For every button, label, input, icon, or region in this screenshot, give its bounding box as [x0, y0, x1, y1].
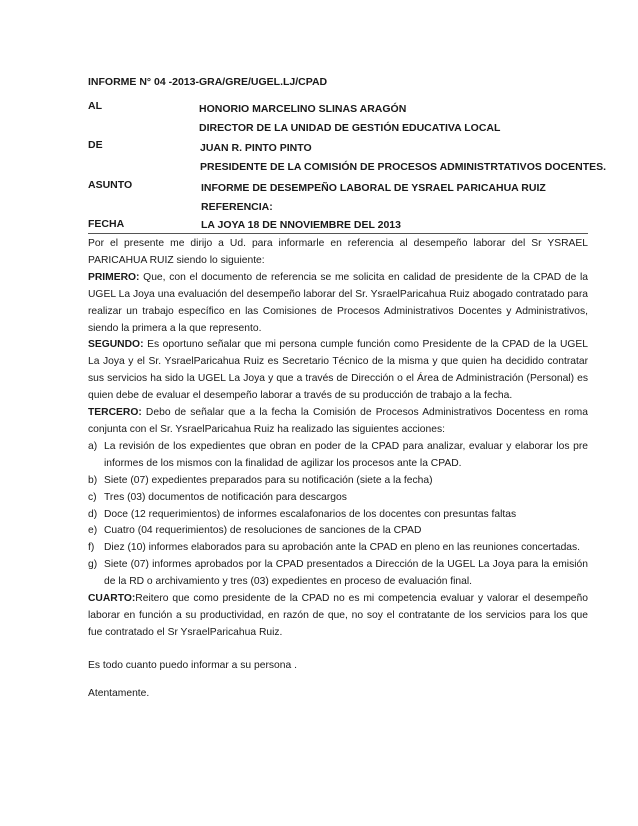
list-marker: e): [88, 525, 98, 537]
primero-text: Que, con el documento de referencia se me solicita en calidad de presidente de la CPAD de la UGEL La Joya una evaluación del desempeño laborar del Sr. YsraelParicahua Ruiz abogado contratado para realizar un trabajo específico en las Comisiones de Procesos Administrativos Docentes y Administrativos, siendo la primera a la que represento.: [88, 271, 588, 334]
list-item-text: Tres (03) documentos de notificación para descargos: [104, 491, 347, 503]
tercero-text: Debo de señalar que a la fecha la Comisión de Procesos Administrativos Docentess en roma conjunta con el Sr. YsraelParicahua Ruiz ha realizado las siguientes acciones:: [88, 407, 588, 435]
list-marker: g): [88, 559, 98, 571]
actions-list: [88, 439, 588, 591]
de-name: JUAN R. PINTO PINTO: [200, 142, 312, 154]
list-item-text: Siete (07) expedientes preparados para su notificación (siete a la fecha): [104, 474, 433, 486]
primero-label: PRIMERO:: [88, 271, 140, 283]
primero-paragraph: [88, 270, 588, 338]
asunto-subject: INFORME DE DESEMPEÑO LABORAL DE YSRAEL PARICAHUA RUIZ: [201, 182, 546, 194]
list-item: [88, 557, 588, 591]
report-body: [88, 236, 588, 703]
list-item: [88, 490, 588, 507]
list-marker: a): [88, 440, 98, 452]
de-label: DE: [88, 139, 103, 151]
asunto-label: ASUNTO: [88, 179, 133, 191]
list-marker: f): [88, 542, 95, 554]
al-label: AL: [88, 100, 102, 112]
list-item: [88, 473, 588, 490]
signoff-line: Atentamente.: [88, 687, 150, 699]
list-marker: b): [88, 474, 98, 486]
list-item: [88, 523, 588, 540]
fecha-value: LA JOYA 18 DE NNOVIEMBRE DEL 2013: [201, 219, 401, 231]
intro-paragraph: Por el presente me dirijo a Ud. para informarle en referencia al desempeño laborar del Sr YSRAEL PARICAHUA RUIZ siendo lo siguiente:: [88, 238, 588, 266]
list-item-text: Doce (12 requerimientos) de informes escalafonarios de los docentes con presuntas faltas: [104, 508, 517, 520]
de-position: PRESIDENTE DE LA COMISIÓN DE PROCESOS ADMINISTRTATIVOS DOCENTES.: [200, 161, 607, 173]
segundo-label: SEGUNDO:: [88, 339, 144, 351]
cuarto-paragraph: [88, 591, 588, 642]
fecha-label: FECHA: [88, 218, 125, 230]
segundo-text: Es oportuno señalar que mi persona cumple función como Presidente de la CPAD de la UGEL La Joya y el Sr. YsraelParicahua Ruiz es Secretario Técnico de la misma y que quien ha decidido contratar sus servicios ha sido la UGEL La Joya y que a través de Dirección o el Área de Administración (Personal) es quien debe de evaluar el desempeño laborar a través de su producción de trabajo a la fecha.: [88, 339, 588, 402]
closing-block: [88, 658, 588, 703]
list-item-text: Diez (10) informes elaborados para su aprobación ante la CPAD en pleno en las reuniones concertadas.: [104, 542, 581, 554]
list-item-text: La revisión de los expedientes que obran en poder de la CPAD para analizar, evaluar y elaborar los pre informes de los mismos con la finalidad de agilizar los procesos ante la CPAD.: [104, 440, 588, 469]
list-item-text: Siete (07) informes aprobados por la CPAD presentados a Dirección de la UGEL La Joya para la emisión de la RD o archivamiento y tres (03) expedientes en proceso de evaluación final.: [104, 559, 588, 588]
spacer: [88, 642, 588, 658]
list-marker: c): [88, 491, 97, 503]
asunto-reference: REFERENCIA:: [201, 201, 273, 213]
list-marker: d): [88, 508, 98, 520]
closing-line: Es todo cuanto puedo informar a su persona .: [88, 659, 297, 671]
cuarto-label: CUARTO:: [88, 593, 136, 605]
cuarto-text: Reitero que como presidente de la CPAD no es mi competencia evaluar y valorar el desempeño laborar en función a su productividad, en razón de que, no soy el contratante de los servicios para los que fue contratado el Sr YsraelParicahua Ruiz.: [88, 593, 588, 638]
list-item: [88, 507, 588, 524]
al-name: HONORIO MARCELINO SLINAS ARAGÓN: [199, 103, 407, 115]
spacer: [88, 675, 588, 686]
list-item: [88, 439, 588, 473]
list-item-text: Cuatro (04 requerimientos) de resoluciones de sanciones de la CPAD: [104, 525, 422, 537]
segundo-paragraph: [88, 337, 588, 405]
report-title: INFORME N° 04 -2013-GRA/GRE/UGEL.LJ/CPAD: [88, 76, 328, 88]
tercero-paragraph: [88, 405, 588, 439]
header-divider: [88, 233, 588, 234]
tercero-label: TERCERO:: [88, 407, 142, 419]
list-item: [88, 540, 588, 557]
al-position: DIRECTOR DE LA UNIDAD DE GESTIÓN EDUCATIVA LOCAL: [199, 122, 501, 134]
